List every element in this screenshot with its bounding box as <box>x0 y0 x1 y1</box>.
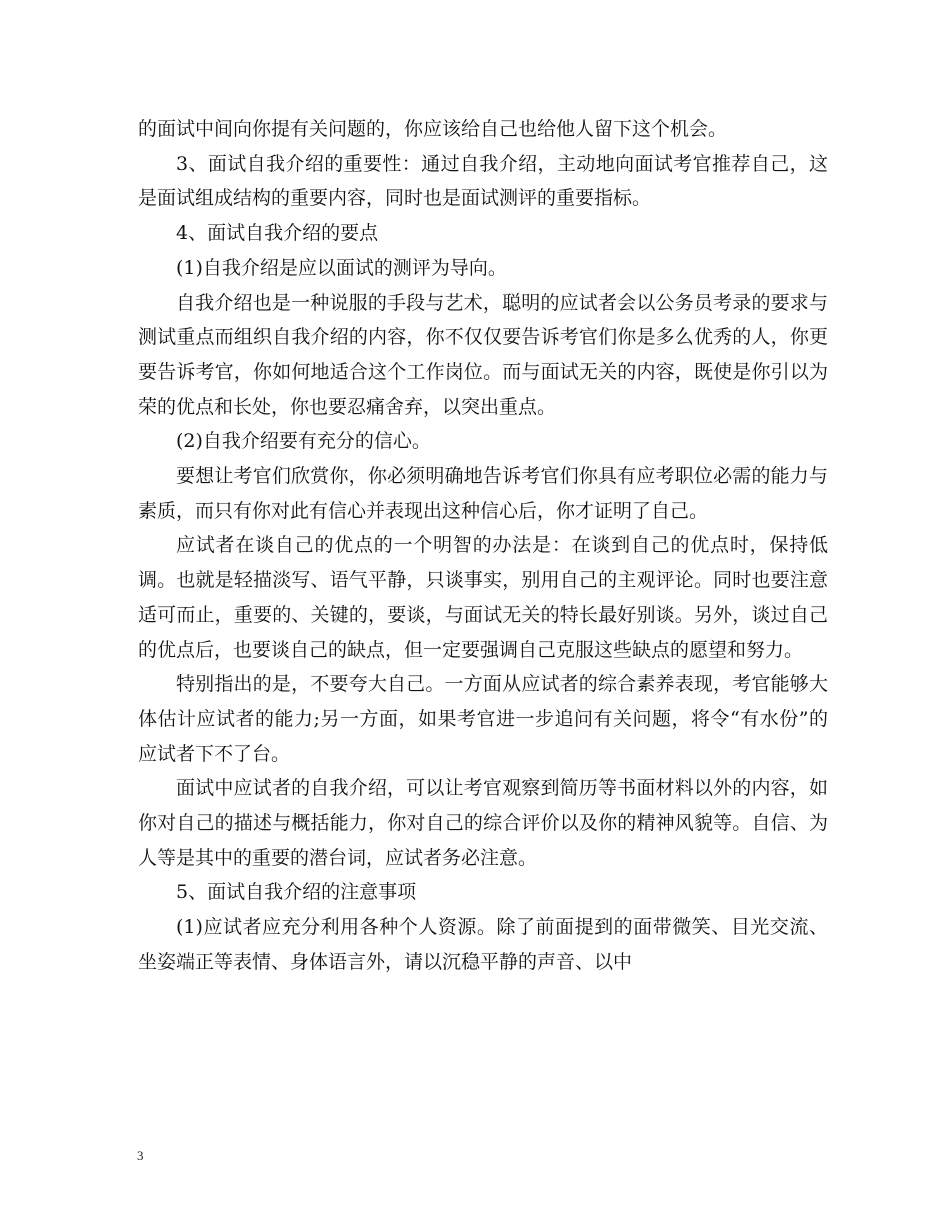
document-body <box>138 112 828 980</box>
paragraph: 要想让考官们欣赏你，你必须明确地告诉考官们你具有应考职位必需的能力与素质，而只有你对此有信心并表现出这种信心后，你才证明了自己。 <box>138 465 828 522</box>
paragraph: 3、面试自我介绍的重要性：通过自我介绍，主动地向面试考官推荐自己，这是面试组成结构的重要内容，同时也是面试测评的重要指标。 <box>138 152 828 210</box>
subsection-heading: (2)自我介绍要有充分的信心。 <box>176 430 431 453</box>
paragraph: 特别指出的是，不要夸大自己。一方面从应试者的综合素养表现，考官能够大体估计应试者的能力;另一方面，如果考官进一步追问有关问题，将令“有水份”的应试者下不了台。 <box>138 673 828 765</box>
paragraph: 应试者在谈自己的优点的一个明智的办法是：在谈到自己的优点时，保持低调。也就是轻描淡写、语气平静，只谈事实，别用自己的主观评论。同时也要注意适可而止，重要的、关键的，要谈，与面试无关的特长最好别谈。另外，谈过自己的优点后，也要谈自己的缺点，但一定要强调自己克服这些缺点的愿望和努力。 <box>138 534 828 661</box>
paragraph: (1)应试者应充分利用各种个人资源。除了前面提到的面带微笑、目光交流、坐姿端正等表情、身体语言外，请以沉稳平静的声音、以中 <box>138 916 828 973</box>
section-heading: 4、面试自我介绍的要点 <box>176 222 379 245</box>
subsection-heading: (1)自我介绍是应以面试的测评为导向。 <box>176 256 507 279</box>
paragraph: 自我介绍也是一种说服的手段与艺术，聪明的应试者会以公务员考录的要求与测试重点而组织自我介绍的内容，你不仅仅要告诉考官们你是多么优秀的人，你更要告诉考官，你如何地适合这个工作岗位。而与面试无关的内容，既使是你引以为荣的优点和长处，你也要忍痛舍弃，以突出重点。 <box>138 291 828 418</box>
paragraph: 的面试中间向你提有关问题的，你应该给自己也给他人留下这个机会。 <box>138 118 728 140</box>
section-heading: 5、面试自我介绍的注意事项 <box>176 881 417 904</box>
page-number: 3 <box>137 1148 144 1163</box>
paragraph: 面试中应试者的自我介绍，可以让考官观察到简历等书面材料以外的内容，如你对自己的描述与概括能力，你对自己的综合评价以及你的精神风貌等。自信、为人等是其中的重要的潜台词，应试者务必注意。 <box>138 777 828 869</box>
